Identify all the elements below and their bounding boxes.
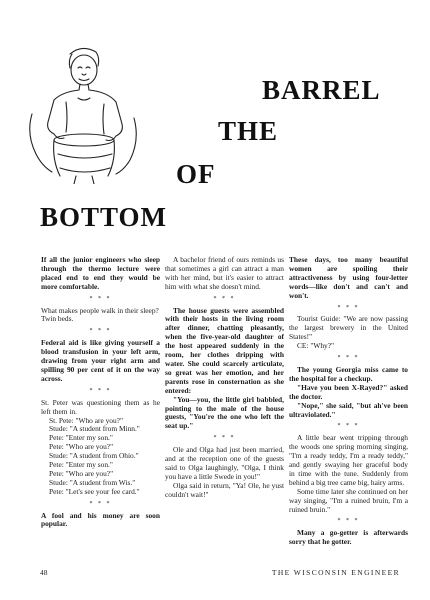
joke-paragraph: Tourist Guide: "We are now passing the largest brewery in the United States!" — [289, 314, 408, 342]
joke-paragraph: "Have you been X-Rayed?" asked the doctor. — [289, 382, 408, 401]
title-word-barrel: BARREL — [262, 75, 381, 105]
page-number: 48 — [40, 568, 48, 577]
separator: * * * — [89, 295, 112, 302]
joke-paragraph: A little bear went tripping through the woods one spring morning singing, "I'm a ready teddy, I'm a ready teddy," and gently swaying her graceful body in time with the tune. Suddenly from behind a big tree came big, hairy arms. — [289, 433, 408, 487]
joke-paragraph: Some time later she continued on her way singing, "I'm a ruined bruin, I'm a ruined bruin." — [289, 486, 408, 514]
dialogue-line: Pete: "Let's see your fee card." — [49, 486, 140, 496]
joke-paragraph: Federal aid is like giving yourself a blood transfusion in your left arm, drawing from your right arm and spilling 90 per cent of it on the way across. — [41, 338, 160, 383]
dialogue-line: Pete: "Who are you?" — [49, 442, 114, 452]
title-word-of: OF — [176, 159, 216, 189]
joke-paragraph: The young Georgia miss came to the hospital for a checkup. — [289, 364, 408, 383]
dialogue-line: Pete: "Enter my son." — [49, 460, 113, 470]
title-word-the: THE — [218, 116, 279, 146]
joke-paragraph: Ole and Olga had just been married, and at the reception one of the guests said to Olga laughingly, "Olga, I think you have a little Swede in you!" — [165, 445, 284, 481]
separator: * * * — [337, 304, 360, 311]
joke-paragraph: The house guests were assembled with their hosts in the living room after dinner, chatting pleasantly, when the five-year-old daughter of the host appeared suddenly in the room, her clothes dripping with water. She could scarcely articulate, so great was her emotion, and her parents rose in consternation as she entered: — [165, 305, 284, 395]
dialogue-line: Pete: "Enter my son." — [49, 433, 113, 443]
dialogue-line: Stude: "A student from Minn." — [49, 424, 140, 434]
title-word-bottom: BOTTOM — [40, 202, 168, 232]
text-column-1 — [41, 256, 160, 529]
separator: * * * — [213, 435, 236, 442]
joke-paragraph: "You—you, the little girl babbled, pointing to the male of the house guests, "You're the one who left the seat up." — [165, 394, 284, 431]
dialogue-line: Pete: "Who are you?" — [49, 468, 114, 478]
joke-paragraph: A bachelor friend of ours reminds us that sometimes a girl can attract a man with her mind, but it's easier to attract him with what she doesn't mind. — [165, 255, 284, 291]
joke-paragraph: Many a go-getter is afterwards sorry that he gotter. — [289, 528, 408, 547]
dialogue-line: Stude: "A student from Wis." — [49, 477, 136, 487]
text-column-3 — [289, 256, 408, 547]
joke-paragraph: These days, too many beautiful women are spoiling their attractiveness by using four-letter words—like don't and can't and won't. — [289, 255, 408, 300]
publication-name: THE WISCONSIN ENGINEER — [271, 568, 400, 577]
separator: * * * — [89, 387, 112, 394]
separator: * * * — [89, 500, 112, 507]
separator: * * * — [337, 423, 360, 430]
dialogue-line: St. Pete: "Who are you?" — [49, 415, 123, 425]
separator: * * * — [337, 518, 360, 525]
joke-paragraph: A fool and his money are soon popular. — [41, 510, 160, 529]
joke-paragraph: Olga said in return, "Ya! Ole, he yust couldn't wait!" — [165, 480, 284, 499]
joke-paragraph: What makes people walk in their sleep? — [41, 305, 159, 315]
separator: * * * — [213, 295, 236, 302]
joke-paragraph: "Nope," she said, "but ah've been ultraviolated." — [289, 400, 408, 419]
joke-paragraph: Twin beds. — [41, 314, 74, 324]
separator: * * * — [89, 328, 112, 335]
man-in-barrel-illustration — [22, 44, 142, 184]
joke-paragraph: If all the junior engineers who sleep through the thermo lecture were placed end to end they would be more comfortable. — [41, 255, 160, 291]
dialogue-line: Stude: "A student from Ohio." — [49, 451, 139, 461]
separator: * * * — [337, 355, 360, 362]
joke-paragraph: CE: "Why?" — [297, 341, 335, 351]
text-column-2 — [165, 256, 284, 500]
joke-paragraph: St. Peter was questioning them as he left them in. — [41, 397, 160, 416]
